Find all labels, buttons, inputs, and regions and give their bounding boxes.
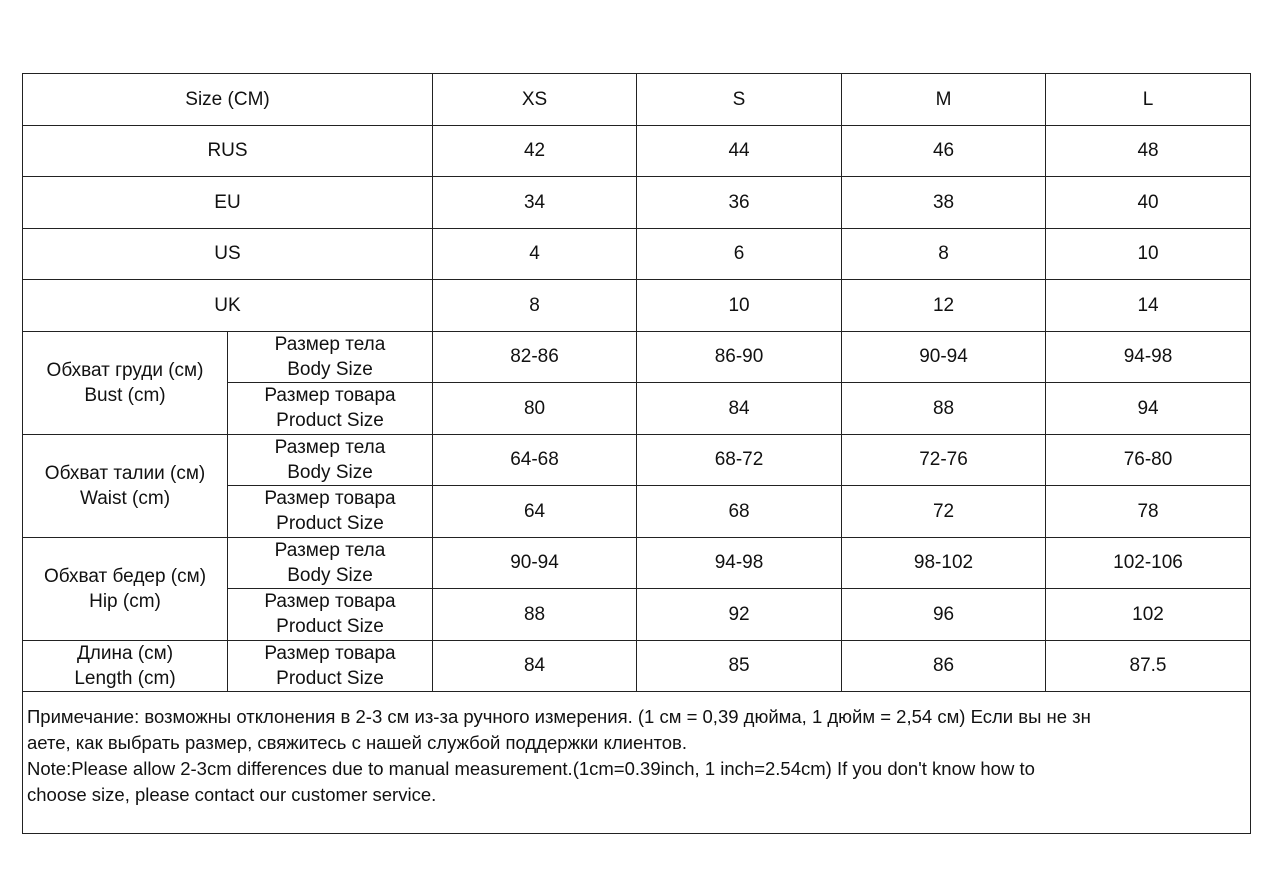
size-value-cell: 10: [637, 280, 842, 332]
measurement-label: [23, 434, 228, 537]
size-header-cell: M: [842, 74, 1046, 126]
size-value-cell: 86-90: [637, 331, 842, 383]
size-value-cell: 48: [1046, 125, 1251, 177]
measurement-label-ru: Обхват груди (см): [46, 359, 204, 381]
measurement-label-en: Bust (cm): [84, 384, 166, 406]
size-value-cell: 78: [1046, 486, 1251, 538]
measurement-label-en: Hip (cm): [89, 590, 161, 612]
size-type-label: [228, 434, 433, 486]
header-label: Size (CM): [23, 74, 433, 126]
standard-row: [23, 177, 1251, 229]
size-value-cell: 36: [637, 177, 842, 229]
size-header-cell: XS: [433, 74, 637, 126]
size-value-cell: 6: [637, 228, 842, 280]
size-value-cell: 12: [842, 280, 1046, 332]
size-value-cell: 102: [1046, 589, 1251, 641]
size-type-label-ru: Размер товара: [264, 385, 396, 407]
standard-label: RUS: [23, 125, 433, 177]
note-ru-line-2: аете, как выбрать размер, свяжитесь с нашей службой поддержки клиентов.: [27, 732, 687, 753]
size-type-label: [228, 486, 433, 538]
size-value-cell: 68-72: [637, 434, 842, 486]
size-value-cell: 46: [842, 125, 1046, 177]
measurement-label: [23, 331, 228, 434]
measurement-row: [23, 640, 1251, 692]
measurement-label: [23, 537, 228, 640]
standard-label: UK: [23, 280, 433, 332]
size-value-cell: 72-76: [842, 434, 1046, 486]
size-type-label-ru: Размер товара: [264, 642, 396, 664]
size-type-label-ru: Размер товара: [264, 488, 396, 510]
size-value-cell: 94-98: [637, 537, 842, 589]
size-value-cell: 96: [842, 589, 1046, 641]
measurement-label-en: Waist (cm): [79, 487, 171, 509]
size-value-cell: 86: [842, 640, 1046, 692]
size-type-label-en: Product Size: [276, 410, 384, 432]
size-type-label: [228, 331, 433, 383]
measurement-row: [23, 537, 1251, 589]
size-value-cell: 76-80: [1046, 434, 1251, 486]
size-type-label-en: Body Size: [287, 564, 373, 586]
size-value-cell: 72: [842, 486, 1046, 538]
size-type-label-en: Product Size: [276, 616, 384, 638]
size-value-cell: 82-86: [433, 331, 637, 383]
size-type-label: [228, 589, 433, 641]
size-type-label-ru: Размер товара: [264, 591, 396, 613]
size-type-label-ru: Размер тела: [274, 539, 386, 561]
standard-row: [23, 280, 1251, 332]
size-value-cell: 14: [1046, 280, 1251, 332]
note-en-line-1: Note:Please allow 2-3cm differences due to manual measurement.(1cm=0.39inch, 1 inch=2.54cm) If you don't know how to: [27, 758, 1035, 779]
size-value-cell: 84: [637, 383, 842, 435]
size-type-label: [228, 537, 433, 589]
size-value-cell: 38: [842, 177, 1046, 229]
size-type-label-ru: Размер тела: [274, 333, 386, 355]
size-value-cell: 94-98: [1046, 331, 1251, 383]
measurement-label-ru: Обхват бедер (см): [43, 565, 207, 587]
measurement-label-ru: Обхват талии (см): [44, 462, 206, 484]
size-header-cell: L: [1046, 74, 1251, 126]
size-value-cell: 84: [433, 640, 637, 692]
size-type-label-en: Body Size: [287, 358, 373, 380]
size-value-cell: 87.5: [1046, 640, 1251, 692]
size-type-label: [228, 640, 433, 692]
standard-label: US: [23, 228, 433, 280]
size-value-cell: 102-106: [1046, 537, 1251, 589]
size-chart-table: [22, 73, 1251, 834]
note-ru-line-1: Примечание: возможны отклонения в 2-3 см из-за ручного измерения. (1 см = 0,39 дюйма, 1 дюйм = 2,54 см) Если вы не зн: [27, 706, 1091, 727]
size-value-cell: 94: [1046, 383, 1251, 435]
size-type-label-en: Product Size: [276, 667, 384, 689]
size-value-cell: 92: [637, 589, 842, 641]
standard-row: [23, 228, 1251, 280]
measurement-row: [23, 434, 1251, 486]
measurement-row: [23, 331, 1251, 383]
size-value-cell: 44: [637, 125, 842, 177]
size-value-cell: 90-94: [433, 537, 637, 589]
size-value-cell: 34: [433, 177, 637, 229]
size-value-cell: 64: [433, 486, 637, 538]
size-value-cell: 64-68: [433, 434, 637, 486]
size-value-cell: 4: [433, 228, 637, 280]
size-value-cell: 10: [1046, 228, 1251, 280]
size-value-cell: 88: [842, 383, 1046, 435]
size-value-cell: 98-102: [842, 537, 1046, 589]
size-value-cell: 8: [842, 228, 1046, 280]
size-value-cell: 80: [433, 383, 637, 435]
size-type-label-en: Product Size: [276, 513, 384, 535]
size-type-label: [228, 383, 433, 435]
size-value-cell: 42: [433, 125, 637, 177]
measurement-label: [23, 640, 228, 692]
size-header-cell: S: [637, 74, 842, 126]
size-value-cell: 90-94: [842, 331, 1046, 383]
header-row: [23, 74, 1251, 126]
size-value-cell: 68: [637, 486, 842, 538]
size-value-cell: 85: [637, 640, 842, 692]
size-value-cell: 88: [433, 589, 637, 641]
size-value-cell: 8: [433, 280, 637, 332]
size-chart-body: [23, 74, 1251, 692]
measurement-note: [23, 692, 1251, 834]
size-type-label-ru: Размер тела: [274, 436, 386, 458]
note-en-line-2: choose size, please contact our customer service.: [27, 784, 437, 805]
measurement-label-en: Length (cm): [74, 667, 176, 689]
standard-label: EU: [23, 177, 433, 229]
standard-row: [23, 125, 1251, 177]
size-type-label-en: Body Size: [287, 461, 373, 483]
size-value-cell: 40: [1046, 177, 1251, 229]
measurement-label-ru: Длина (см): [76, 642, 174, 664]
